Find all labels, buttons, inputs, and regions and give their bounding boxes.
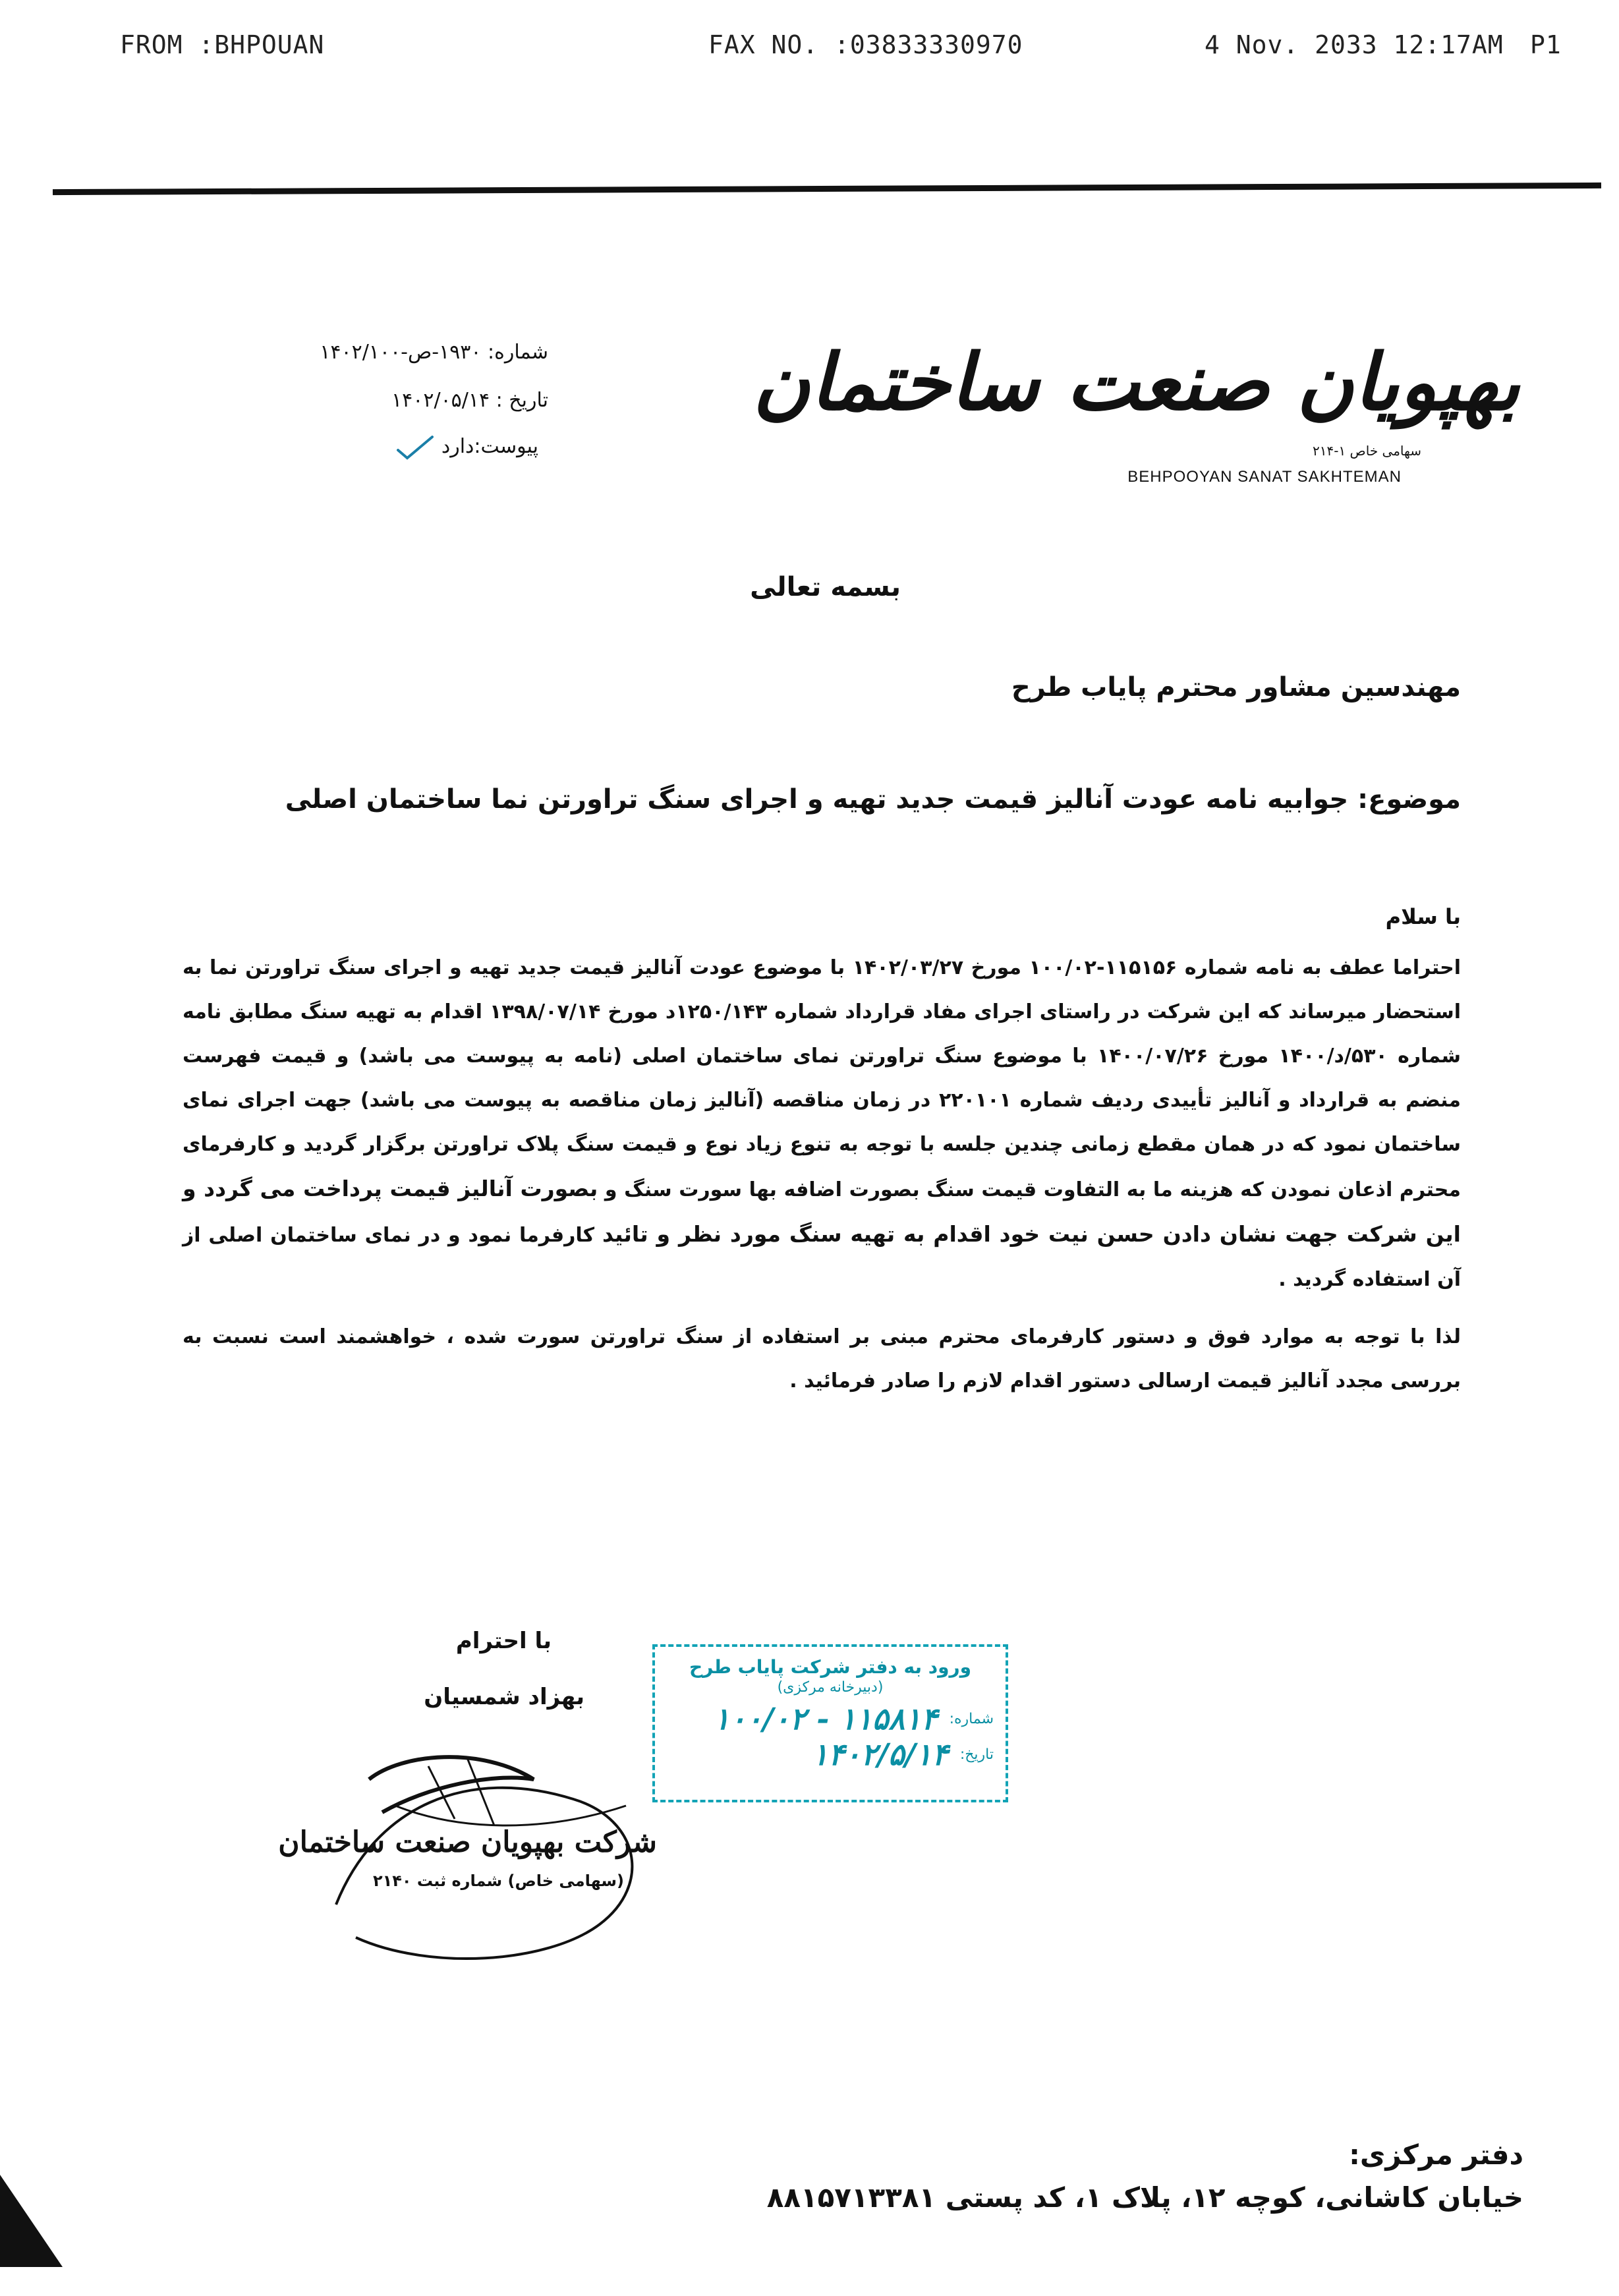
body-paragraph-1	[183, 946, 1461, 1302]
footer-address: خیابان کاشانی، کوچه ۱۲، پلاک ۱، کد پستی ۸۸۱۵۷۱۳۳۸۱	[766, 2181, 1523, 2214]
stamp-number-value: ۱۰۰/۰۲ - ۱۱۵۸۱۴	[713, 1701, 938, 1736]
recipient: مهندسین مشاور محترم پایاب طرح	[1011, 672, 1461, 703]
closing-regards: با احترام	[455, 1628, 552, 1654]
letter-number: شماره: ۱۹۳۰-ص-۱۴۰۲/۱۰۰	[320, 341, 548, 364]
checkmark-icon	[395, 434, 435, 461]
letter-attachment	[395, 427, 538, 467]
company-name-en: BEHPOOYAN SANAT SAKHTEMAN	[1127, 468, 1402, 486]
header-rule	[53, 183, 1601, 195]
company-registration: سهامی خاص ۱-۲۱۴	[1312, 443, 1421, 459]
fax-from: FROM :BHPOUAN	[120, 30, 325, 59]
fax-datetime: 4 Nov. 2033 12:17AM	[1205, 30, 1504, 59]
stamp-date-label: تاریخ:	[959, 1746, 994, 1763]
invocation: بسمه تعالی	[750, 572, 901, 602]
received-stamp	[652, 1644, 1008, 1802]
footer-office-title: دفتر مرکزی:	[1349, 2138, 1523, 2171]
paragraph-1-text: احتراما عطف به نامه شماره ۱۱۵۱۵۶-۱۰۰/۰۲ مورخ ۱۴۰۲/۰۳/۲۷ با موضوع عودت آنالیز قیمت جدید تهیه و اجرای سنگ تراورتن نما به استحضار میرساند که این شرکت در راستای اجرای مفاد قرارداد شماره ۱۲۵۰/۱۴۳د مورخ ۱۳۹۸/۰۷/۱۴ اقدام به تهیه سنگ مطابق نامه شماره ۵۳۰/د/۱۴۰۰ مورخ ۱۴۰۰/۰۷/۲۶ با موضوع سنگ تراورتن نمای ساختمان اصلی (نامه به پیوست می باشد) و قیمت فهرست منضم به قرارداد و آنالیز تأییدی ردیف شماره ۲۲۰۱۰۱ در زمان مناقصه (آنالیز زمان مناقصه به پیوست می باشد) جهت اجرای نمای ساختمان نمود که در همان مقطع زمانی چندین جلسه با توجه به تنوع زیاد نوع و قیمت سنگ پلاک تراورتن برگزار گردید و کارفرمای محترم اذعان نمودن که هزینه ما به التفاوت قیمت سنگ بصورت اضافه بها سورت سنگ و	[183, 956, 1462, 1201]
stamp-number-row	[667, 1701, 994, 1736]
company-seal-sub: (سهامی خاص) شماره ثبت ۲۱۴۰	[372, 1872, 624, 1890]
fax-page: P1	[1530, 30, 1562, 59]
corner-triangle-icon	[0, 2175, 66, 2267]
company-seal: شرکت بهپویان صنعت ساختمان	[278, 1825, 657, 1859]
company-logo: بهپویان صنعت ساختمان	[753, 336, 1520, 428]
fax-number: FAX NO. :03833330970	[708, 30, 1023, 59]
signer-name: بهزاد شمسیان	[424, 1684, 584, 1710]
subject: موضوع: جوابیه نامه عودت آنالیز قیمت جدید تهیه و اجرای سنگ تراورتن نما ساختمان اصلی	[285, 784, 1461, 815]
stamp-subtitle: (دبیرخانه مرکزی)	[777, 1679, 884, 1696]
letter-body	[183, 946, 1461, 1403]
stamp-number-label: شماره:	[949, 1710, 994, 1727]
greeting: با سلام	[1385, 904, 1461, 929]
stamp-date-value: ۱۴۰۲/۵/۱۴	[812, 1736, 948, 1772]
attachment-label: پیوست:دارد	[441, 435, 538, 458]
stamp-date-row	[667, 1736, 994, 1772]
body-paragraph-2: لذا با توجه به موارد فوق و دستور کارفرمای محترم مبنی بر استفاده از سنگ تراورتن سورت شده ، خواهشمند است نسبت به بررسی مجدد آنالیز قیمت ارسالی دستور اقدام لازم را صادر فرمائید .	[183, 1325, 1461, 1392]
paragraph-1-emphasis: بصورت آنالیز قیمت پرداخت می گردد و این شرکت جهت نشان دادن حسن نیت خود اقدام به تهیه سنگ مورد نظر و تائید	[183, 1176, 1461, 1247]
letter-date: تاریخ : ۱۴۰۲/۰۵/۱۴	[391, 389, 548, 412]
stamp-title: ورود به دفتر شرکت پایاب طرح	[689, 1656, 972, 1678]
paragraph-1-end: کارفرما نمود و در نمای ساختمان اصلی از آن استفاده گردید .	[183, 1224, 1461, 1291]
